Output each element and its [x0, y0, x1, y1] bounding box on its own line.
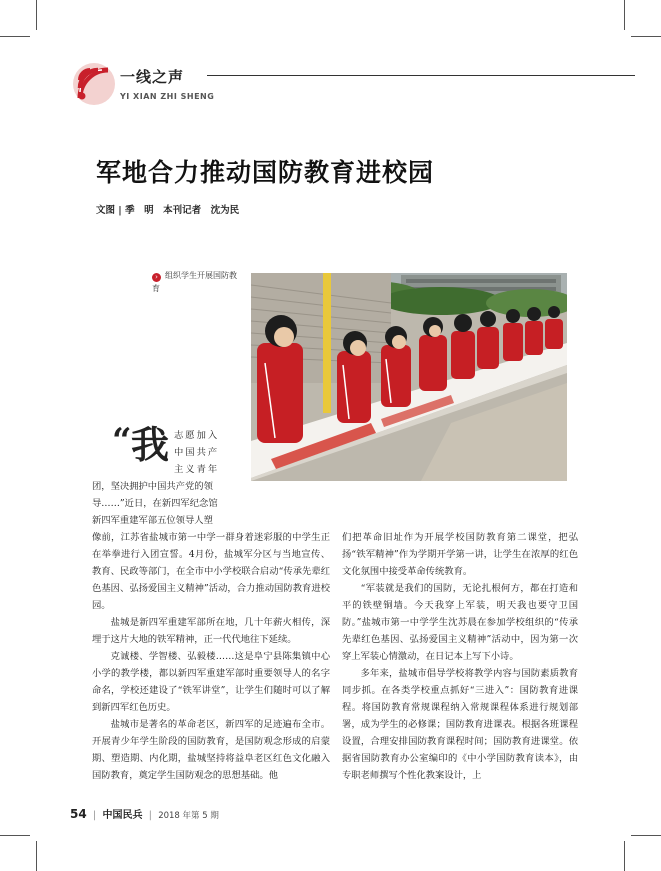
section-subtitle: YI XIAN ZHI SHENG — [120, 92, 215, 101]
body-paragraph: “军装就是我们的国防，无论扎根何方，都在打造和平的铁壁铜墙。今天我穿上军装，明天我也要守卫国防。”盐城市第一中学学生沈苏晨在参加学校组织的“传承先辈红色基因、弘扬爱国主义精神”活动中，因为第一次穿上军装心情激动，在日记本上写下小诗。 — [342, 583, 578, 662]
dropcap-side-line: 中国共产 — [174, 447, 220, 458]
byline: 文图 | 季 明 本刊记者 沈为民 — [96, 205, 240, 216]
footer-separator: | — [148, 810, 153, 821]
issue-label: 2018 年第 5 期 — [158, 811, 219, 821]
crop-mark — [624, 841, 625, 871]
dropcap-following-line: 新四军重建军部五位领导人塑 — [92, 515, 213, 526]
dropcap-quote: “ — [112, 421, 132, 461]
section-title: 一线之声 — [120, 68, 185, 86]
body-right-column — [342, 529, 578, 784]
dropcap-following-line: 团，坚决拥护中国共产党的领 — [92, 481, 213, 492]
body-paragraph: 像前，江苏省盐城市第一中学一群身着迷彩服的中学生正在举拳进行入团宣誓。4月份，盐城军分区与当地宣传、教育、民政等部门，在全市中小学校联合启动“传承先辈红色基因、弘扬爱国主义精神”活动，合力推动国防教育进校园。 — [92, 532, 330, 611]
body-paragraph: 盐城市是著名的革命老区，新四军的足迹遍布全市。开展青少年学生阶段的国防教育，是国防观念形成的启蒙期、塑造期、内化期，盐城坚持将益阜老区红色文化融入国防教育，奠定学生国防观念的思想基础。他 — [92, 719, 330, 781]
body-paragraph: 们把革命旧址作为开展学校国防教育第二课堂，把弘扬“铁军精神”作为学期开学第一讲，让学生在浓厚的红色文化氛围中接受革命传统教育。 — [342, 532, 578, 577]
article-title: 军地合力推动国防教育进校园 — [96, 158, 435, 187]
crop-mark — [631, 835, 661, 836]
crop-mark — [0, 36, 30, 37]
footer-separator: | — [92, 810, 97, 821]
crop-mark — [631, 36, 661, 37]
dropcap-character: 我 — [131, 422, 170, 467]
body-paragraph: 多年来，盐城市倡导学校将教学内容与国防素质教育同步抓。在各类学校重点抓好“三进入”：国防教育进课程。将国防教育常规课程纳入常规课程体系进行规划部署，成为学生的必修课；国防教育进课表。根据各班课程设置，合理安排国防教育课程时间；国防教育进课堂。依据省国防教育办公室编印的《中小学国防教育读本》，由专职老师撰写个性化教案设计，上 — [342, 668, 578, 781]
students-signing-banner-photo — [251, 273, 567, 481]
photo-caption — [152, 269, 242, 295]
broadcast-logo-icon — [72, 62, 116, 106]
body-paragraph: 克诚楼、学智楼、弘毅楼……这是阜宁县陈集镇中心小学的教学楼，都以新四军重建军部时重要领导人的名字命名，学校还建设了“铁军讲堂”，让学生们随时可以了解到新四军红色历史。 — [92, 651, 330, 713]
dropcap-side-line: 志愿加入 — [174, 430, 220, 441]
photo-caption-text: 组织学生开展国防教育 — [152, 271, 237, 293]
magazine-name: 中国民兵 — [102, 810, 143, 821]
body-paragraph: 盐城是新四军重建军部所在地，几十年薪火相传，深埋于这片大地的铁军精神，正一代代地往下延续。 — [92, 617, 330, 645]
dropcap-following-lines — [92, 478, 244, 529]
crop-mark — [36, 0, 37, 30]
crop-mark — [0, 835, 30, 836]
dropcap-following-line: 导……”近日，在新四军纪念馆 — [92, 498, 218, 509]
crop-mark — [36, 841, 37, 871]
chevron-right-icon: › — [152, 273, 161, 282]
crop-mark — [624, 0, 625, 30]
header-divider — [207, 75, 635, 76]
page-footer — [70, 806, 219, 821]
page-number: 54 — [70, 807, 87, 821]
dropcap-side-line: 主义青年 — [174, 464, 220, 475]
dropcap-side-lines — [174, 427, 244, 478]
body-left-column — [92, 529, 330, 784]
